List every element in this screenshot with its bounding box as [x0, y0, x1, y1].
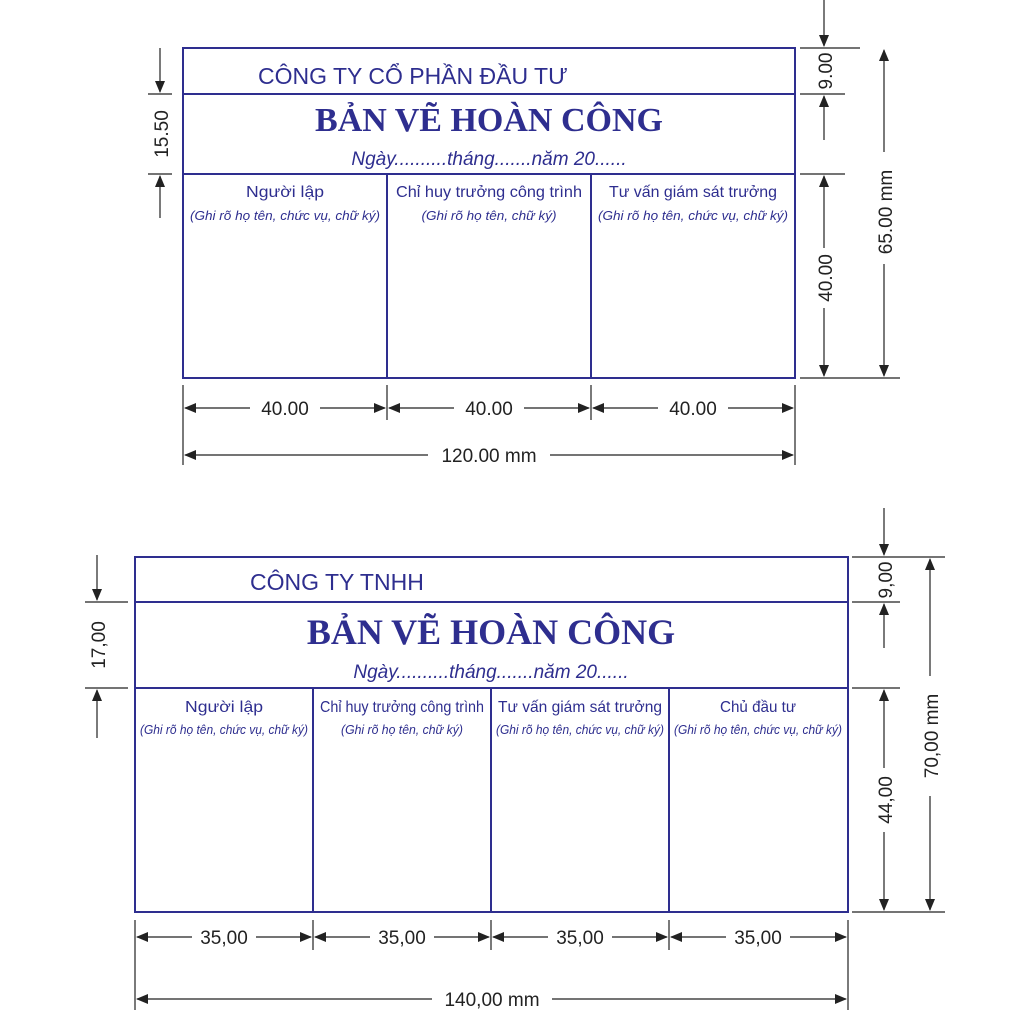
dim-label-total-width: 140,00 mm: [444, 990, 540, 1011]
dim-label-body-height: 44,00: [876, 776, 897, 824]
dim-label-column-width: 40.00: [261, 399, 309, 420]
stamp-1-title: BẢN VẼ HOÀN CÔNG: [315, 102, 663, 139]
dim-label-column-width: 35,00: [556, 928, 604, 949]
stamp-1-date-line: Ngày..........tháng.......năm 20......: [351, 149, 627, 170]
dim-label-total-width: 120.00 mm: [441, 446, 537, 467]
dim-label-company-height: 9.00: [816, 52, 837, 90]
stamp-1: [183, 48, 795, 378]
stamp-1-col-1-role: Người lập: [246, 184, 325, 201]
stamp-2-col-2-role: Chỉ huy trưởng công trình: [320, 699, 484, 716]
stamp-2-title: BẢN VẼ HOÀN CÔNG: [306, 612, 676, 652]
stamp-1-col-1-note: (Ghi rõ họ tên, chức vụ, chữ ký): [190, 208, 380, 223]
stamp-1-col-3-role: Tư vấn giám sát trưởng: [609, 184, 777, 201]
stamp-2-col-2-note: (Ghi rõ họ tên, chữ ký): [341, 722, 463, 737]
dim-label-column-width: 35,00: [378, 928, 426, 949]
stamp-1-col-2-role: Chỉ huy trưởng công trình: [396, 184, 582, 201]
stamp-2-col-4-role: Chủ đầu tư: [720, 699, 797, 716]
stamp-2-company-name: CÔNG TY TNHH: [250, 569, 424, 595]
stamp-2: [135, 557, 848, 912]
dim-label-column-width: 40.00: [465, 399, 513, 420]
stamp-1-company-name: CÔNG TY CỔ PHẦN ĐẦU TƯ: [258, 63, 568, 89]
stamp-2-col-3-note: (Ghi rõ họ tên, chức vụ, chữ ký): [496, 722, 664, 737]
dim-label-body-height: 40.00: [816, 254, 837, 302]
dim-label-column-width: 35,00: [200, 928, 248, 949]
dim-label-header-height: 15.50: [152, 110, 173, 158]
dim-label-column-width: 35,00: [734, 928, 782, 949]
stamp-2-col-4-note: (Ghi rõ họ tên, chức vụ, chữ ký): [674, 722, 842, 737]
stamp-2-col-1-role: Người lập: [185, 699, 264, 716]
dim-label-total-height: 65.00 mm: [876, 169, 897, 255]
stamp-2-col-3-role: Tư vấn giám sát trưởng: [498, 699, 662, 716]
stamp-1-col-2-note: (Ghi rõ họ tên, chữ ký): [421, 208, 557, 223]
stamp-2-col-1-note: (Ghi rõ họ tên, chức vụ, chữ ký): [140, 722, 308, 737]
stamp-2-date-line: Ngày..........tháng.......năm 20......: [353, 662, 629, 683]
dim-label-column-width: 40.00: [669, 399, 717, 420]
dim-label-total-height: 70,00 mm: [922, 693, 943, 779]
stamp-1-col-3-note: (Ghi rõ họ tên, chức vụ, chữ ký): [598, 208, 788, 223]
dim-label-company-height: 9,00: [876, 561, 897, 599]
dim-label-header-height: 17,00: [89, 621, 110, 669]
